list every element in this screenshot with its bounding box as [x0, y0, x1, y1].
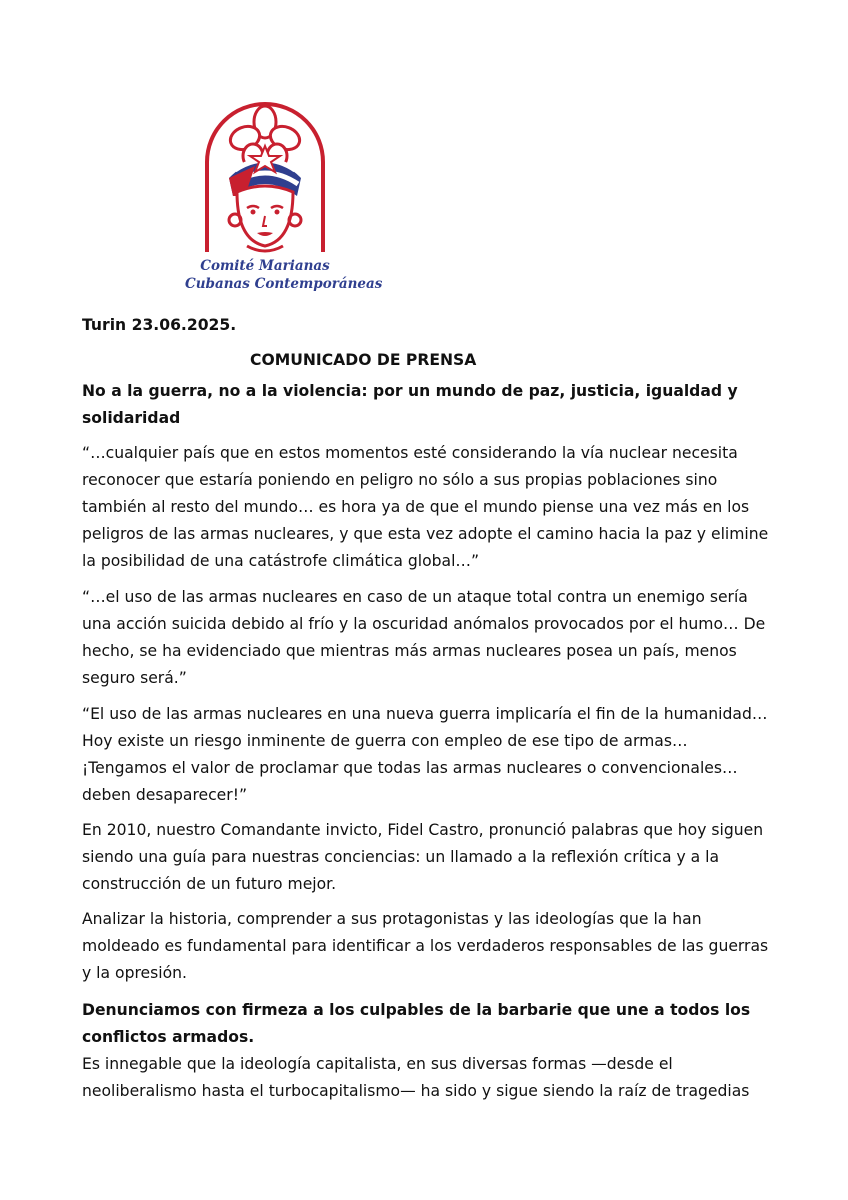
- bold-statement: Denunciamos con firmeza a los culpables de la barbarie que une a todos los conflictos armados.: [82, 1001, 751, 1046]
- quote-paragraph-3: “El uso de las armas nucleares en una nueva guerra implicaría el fin de la humanidad… Hoy existe un riesgo inminente de guerra con empleo de ese tipo de armas… ¡Tengamos el valor de proclamar que todas las armas nucleares o convencionales… deben desaparecer!”: [82, 705, 768, 804]
- headline: No a la guerra, no a la violencia: por un mundo de paz, justicia, igualdad y solidaridad: [82, 382, 738, 427]
- press-release-label: COMUNICADO DE PRENSA: [250, 351, 477, 369]
- organization-logo: [185, 100, 383, 300]
- quote-paragraph-1: “…cualquier país que en estos momentos esté considerando la vía nuclear necesita reconocer que estaría poniendo en peligro no sólo a sus propias poblaciones sino también al resto del mundo… es hora ya de que el mundo piense una vez más en los peligros de las armas nucleares, y que esta vez adopte el camino hacia la paz y elimine la posibilidad de una catástrofe climática global…”: [82, 444, 769, 570]
- logo-name-line2: Cubanas Contemporáneas: [185, 276, 383, 292]
- closing-section: [82, 997, 772, 1105]
- quote-paragraph-2: “…el uso de las armas nucleares en caso de un ataque total contra un enemigo sería una acción suicida debido al frío y la oscuridad anómalos provocados por el humo… De hecho, se ha evidenciado que mientras más armas nucleares posea un país, menos seguro será.”: [82, 588, 766, 687]
- logo-name-line1: Comité Marianas: [200, 258, 330, 274]
- document-date: Turin 23.06.2025.: [82, 316, 237, 334]
- body-paragraph-1: En 2010, nuestro Comandante invicto, Fidel Castro, pronunció palabras que hoy siguen siendo una guía para nuestras conciencias: un llamado a la reflexión crítica y a la construcción de un futuro mejor.: [82, 821, 764, 893]
- body-paragraph-2: Analizar la historia, comprender a sus protagonistas y las ideologías que la han moldeado es fundamental para identificar a los verdaderos responsables de las guerras y la opresión.: [82, 910, 769, 982]
- body-paragraph-3: Es innegable que la ideología capitalista, en sus diversas formas —desde el neoliberalismo hasta el turbocapitalismo— ha sido y sigue siendo la raíz de tragedias: [82, 1055, 750, 1100]
- woman-portrait-icon: [185, 100, 345, 260]
